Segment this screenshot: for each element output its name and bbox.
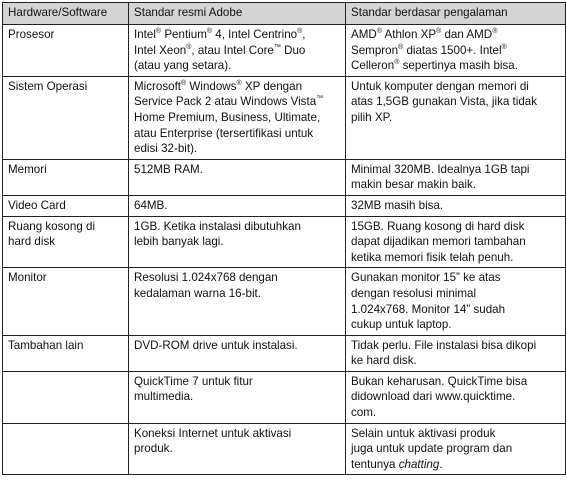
cell-line: ke hard disk. <box>351 354 417 368</box>
cell-line: didownload dari www.quicktime. <box>351 390 516 404</box>
official-standard-cell <box>129 159 346 195</box>
header-row <box>3 3 566 25</box>
row-label-cell <box>3 159 129 195</box>
cell-line: 64MB. <box>134 198 168 212</box>
cell-line: Untuk komputer dengan memori di <box>351 79 529 93</box>
cell-line: 1.024x768. Monitor 14” sudah <box>351 302 506 316</box>
table-row <box>3 195 566 216</box>
cell-line: cukup untuk laptop. <box>351 318 452 332</box>
cell-line: Resolusi 1.024x768 dengan <box>134 271 278 285</box>
cell-line: Memori <box>8 162 47 176</box>
cell-line: Koneksi Internet untuk aktivasi <box>134 426 292 440</box>
cell-line: Home Premium, Business, Ultimate, <box>134 110 321 124</box>
cell-line: atas 1,5GB gunakan Vista, jika tidak <box>351 95 538 109</box>
cell-line: 32MB masih bisa. <box>351 198 444 212</box>
table-row <box>3 268 566 335</box>
cell-line: Monitor <box>8 271 47 285</box>
cell-line: Gunakan monitor 15” ke atas <box>351 271 501 285</box>
cell-line: Minimal 320MB. Idealnya 1GB tapi <box>351 162 530 176</box>
table-row <box>3 25 566 77</box>
cell-line: hard disk <box>8 235 56 249</box>
cell-line: dapat dijadikan memori tambahan <box>351 235 526 249</box>
row-label-cell <box>3 335 129 371</box>
official-standard-cell <box>129 423 346 475</box>
cell-line: juga untuk update program dan <box>351 442 513 456</box>
experience-standard-cell <box>346 25 566 77</box>
experience-standard-cell <box>346 371 566 423</box>
experience-standard-cell <box>346 423 566 475</box>
cell-line: Microsoft® Windows® XP dengan <box>134 79 303 93</box>
cell-line: tentunya chatting. <box>351 457 443 471</box>
cell-line: Prosesor <box>8 28 55 41</box>
cell-line: 512MB RAM. <box>134 162 203 176</box>
table-row <box>3 76 566 159</box>
official-standard-cell <box>129 268 346 335</box>
cell-line: AMD® Athlon XP® dan AMD® <box>351 28 498 41</box>
table-row <box>3 423 566 475</box>
cell-line: pilih XP. <box>351 110 393 124</box>
cell-line: lebih banyak lagi. <box>134 235 224 249</box>
cell-line: atau Enterprise (tersertifikasi untuk <box>134 126 314 140</box>
experience-standard-cell <box>346 216 566 268</box>
header-experience-standard: Standar berdasar pengalaman <box>346 3 566 25</box>
cell-line: QuickTime 7 untuk fitur <box>134 374 253 388</box>
experience-standard-cell <box>346 76 566 159</box>
experience-standard-cell <box>346 159 566 195</box>
cell-line: 1GB. Ketika instalasi dibutuhkan <box>134 219 301 233</box>
experience-standard-cell <box>346 195 566 216</box>
cell-line: (atau yang setara). <box>134 59 232 73</box>
table-row <box>3 216 566 268</box>
row-label-cell <box>3 268 129 335</box>
header-hardware-software: Hardware/Software <box>3 3 129 25</box>
cell-line: multimedia. <box>134 390 194 404</box>
cell-line: Video Card <box>8 198 66 212</box>
cell-line: produk. <box>134 442 173 456</box>
row-label-cell <box>3 216 129 268</box>
row-label-cell <box>3 195 129 216</box>
cell-line: com. <box>351 406 377 420</box>
table-row <box>3 371 566 423</box>
table-row <box>3 335 566 371</box>
requirements-table <box>2 2 566 475</box>
official-standard-cell <box>129 216 346 268</box>
cell-line: Tidak perlu. File instalasi bisa dikopi <box>351 338 537 352</box>
official-standard-cell <box>129 335 346 371</box>
cell-line: Sempron® diatas 1500+. Intel® <box>351 43 507 57</box>
cell-line: Selain untuk aktivasi produk <box>351 426 496 440</box>
cell-line: Intel® Pentium® 4, Intel Centrino®, <box>134 28 306 41</box>
cell-line: Celleron® sepertinya masih bisa. <box>351 59 518 73</box>
experience-standard-cell <box>346 268 566 335</box>
cell-line: ketika memori fisik telah penuh. <box>351 250 514 264</box>
official-standard-cell <box>129 25 346 77</box>
cell-line: edisi 32-bit). <box>134 142 198 156</box>
cell-line: Sistem Operasi <box>8 79 88 93</box>
cell-line: dengan resolusi minimal <box>351 286 477 300</box>
official-standard-cell <box>129 195 346 216</box>
cell-line: 15GB. Ruang kosong di hard disk <box>351 219 525 233</box>
official-standard-cell <box>129 76 346 159</box>
cell-line: Service Pack 2 atau Windows Vista™ <box>134 95 324 109</box>
cell-line: kedalaman warna 16-bit. <box>134 286 261 300</box>
header-official-standard: Standar resmi Adobe <box>129 3 346 25</box>
experience-standard-cell <box>346 335 566 371</box>
table-row <box>3 159 566 195</box>
row-label-cell <box>3 423 129 475</box>
row-label-cell <box>3 371 129 423</box>
cell-line: Tambahan lain <box>8 338 84 352</box>
cell-line: Intel Xeon®, atau Intel Core™ Duo <box>134 43 306 57</box>
official-standard-cell <box>129 371 346 423</box>
row-label-cell <box>3 76 129 159</box>
cell-line: makin besar makin baik. <box>351 178 477 192</box>
cell-line: DVD-ROM drive untuk instalasi. <box>134 338 298 352</box>
cell-line: Bukan keharusan. QuickTime bisa <box>351 374 528 388</box>
row-label-cell <box>3 25 129 77</box>
cell-line: Ruang kosong di <box>8 219 96 233</box>
